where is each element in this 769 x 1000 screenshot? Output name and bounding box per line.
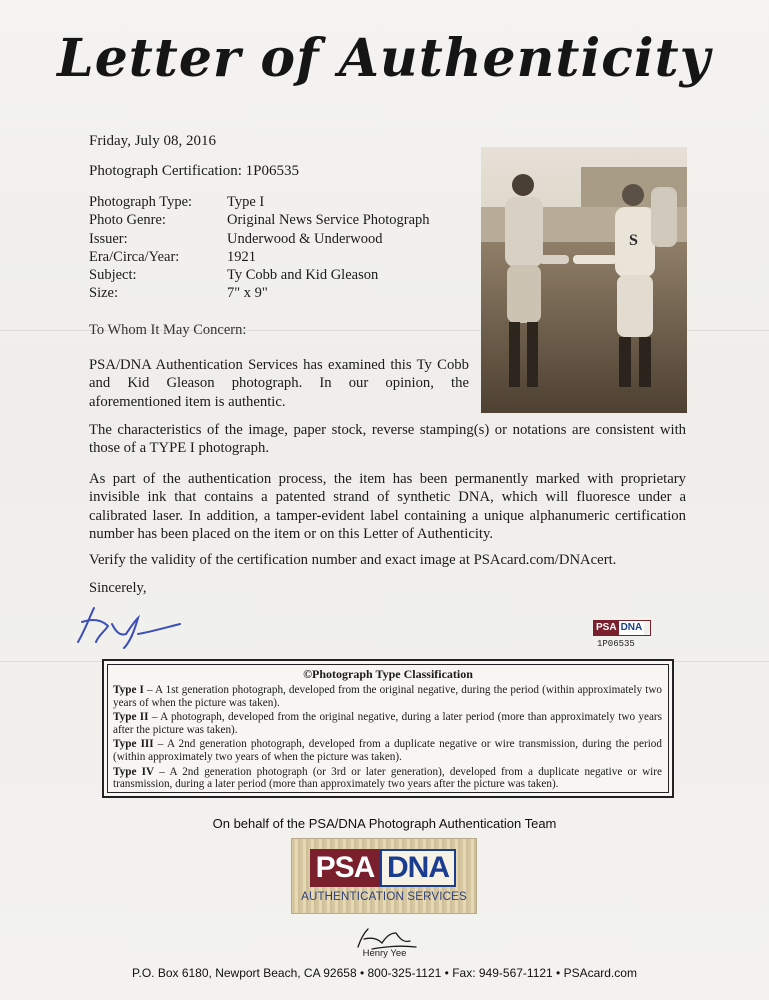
detail-row: [89, 266, 477, 284]
classification-title: ©Photograph Type Classification: [303, 667, 473, 681]
detail-label: Photograph Type:: [89, 194, 193, 210]
classification-item: [113, 738, 662, 763]
detail-value: Underwood & Underwood: [227, 230, 383, 247]
letter-title: [0, 18, 769, 98]
letter-title-text: Letter of Authenticity: [57, 28, 711, 89]
detail-label: Issuer:: [89, 230, 128, 247]
handwritten-signature: [68, 598, 188, 650]
classification-item: [113, 766, 662, 791]
detail-row: [89, 284, 477, 302]
hologram-caption: AUTHENTICATION SERVICES: [301, 891, 467, 903]
classification-text: – A 2nd generation photograph (or 3rd or later generation), developed from a duplicate negative or wire transmission, during a later period (more than approximately two years after the picture was taken).: [113, 765, 662, 791]
footer-contact: P.O. Box 6180, Newport Beach, CA 92658 • 800-325-1121 • Fax: 949-567-1121 • PSAcard.com: [132, 966, 637, 980]
signer-name: Henry Yee: [362, 948, 407, 959]
psa-dna-sticker-logo: [593, 620, 651, 636]
classification-type: Type II: [113, 711, 149, 724]
detail-value: Ty Cobb and Kid Gleason: [227, 267, 379, 284]
photo-details: [89, 193, 477, 303]
logo-psa: PSA: [310, 849, 380, 887]
detail-value: 1921: [227, 248, 256, 265]
logo-dna: DNA: [380, 849, 456, 887]
classification-text: – A 2nd generation photograph, developed from a duplicate negative or wire transmission, during the period (within approximately two years of when the picture was taken).: [113, 738, 662, 763]
sticker-logo-dna: DNA: [620, 622, 643, 633]
sticker-logo-psa: PSA: [596, 622, 617, 633]
paragraph-process: As part of the authentication process, the item has been permanently marked with proprietary invisible ink that contains a patented strand of synthetic DNA, which will fluoresce under a calibrated laser. In addition, a tamper-evident label containing a unique alphanumeric certification number has been placed on the item or on this Letter of Authenticity.: [89, 471, 686, 542]
classification-inner-border: [107, 664, 669, 793]
detail-value: Type I: [227, 194, 265, 210]
salutation: To Whom It May Concern:: [89, 322, 247, 338]
classification-type: Type IV: [113, 765, 155, 778]
certification-number: Photograph Certification: 1P06535: [89, 163, 299, 179]
detail-value: 7" x 9": [227, 285, 268, 302]
paragraph-verify: Verify the validity of the certification number and exact image at PSAcard.com/DNAcert.: [89, 552, 617, 568]
detail-row: [89, 230, 477, 248]
paragraph-characteristics: The characteristics of the image, paper stock, reverse stamping(s) or notations are consistent with those of a TYPE I photograph.: [89, 422, 686, 457]
closing: Sincerely,: [89, 580, 147, 596]
psa-dna-sticker: [591, 618, 663, 654]
detail-value: Original News Service Photograph: [227, 212, 430, 229]
classification-list: [108, 682, 668, 791]
detail-label: Size:: [89, 285, 118, 302]
classification-type: Type I: [113, 684, 144, 696]
detail-label: Era/Circa/Year:: [89, 248, 180, 265]
classification-text: – A 1st generation photograph, developed from the original negative, during the period (within approximately two years of when the picture was taken).: [113, 684, 662, 709]
photograph-type-classification: [102, 659, 674, 798]
svg-text:S: S: [629, 232, 638, 249]
behalf-statement: On behalf of the PSA/DNA Photograph Authentication Team: [212, 816, 557, 831]
classification-item: [113, 711, 662, 736]
detail-label: Photo Genre:: [89, 212, 166, 229]
detail-row: [89, 248, 477, 266]
letter-date: Friday, July 08, 2016: [89, 133, 216, 149]
classification-text: – A photograph, developed from the original negative, during a later period (more than approximately two years after the picture was taken).: [113, 711, 662, 736]
classification-item: [113, 684, 662, 709]
classification-type: Type III: [113, 738, 154, 751]
detail-label: Subject:: [89, 267, 137, 284]
detail-row: [89, 193, 477, 211]
detail-row: [89, 211, 477, 229]
psa-dna-logo: [310, 849, 458, 887]
paragraph-examination: PSA/DNA Authentication Services has examined this Ty Cobb and Kid Gleason photograph. In our opinion, the aforementioned item is authentic.: [89, 357, 469, 410]
sticker-certification-number: 1P06535: [597, 639, 635, 649]
authenticated-photograph: [481, 147, 687, 413]
psa-dna-hologram: [291, 838, 477, 914]
